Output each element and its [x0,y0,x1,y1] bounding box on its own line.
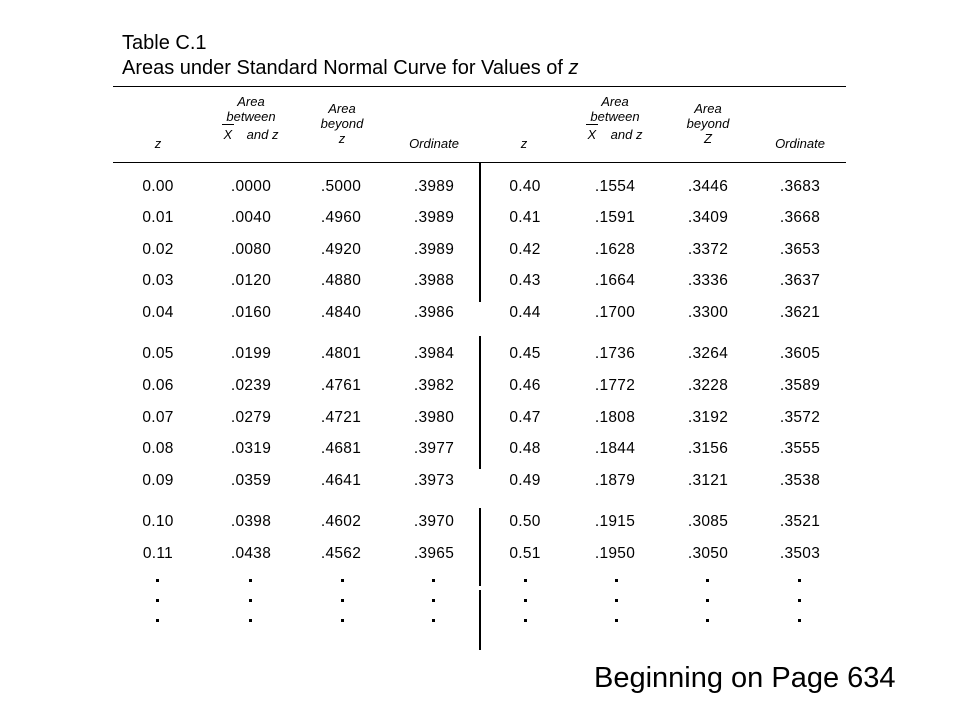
table-row [0,408,960,432]
cell-ordinate: .3973 [413,472,455,489]
cell-area-beyond: .4721 [320,409,362,426]
cell-area-beyond: .3192 [687,409,729,426]
header-area-between-left [209,94,293,142]
cell-z: 0.44 [509,304,541,321]
header-line: Area [237,94,265,109]
cell-area-between: .0000 [230,178,272,195]
cell-area-beyond: .3228 [687,377,729,394]
cell-area-between: .0359 [230,472,272,489]
cell-ordinate: .3503 [779,545,821,562]
table-row [0,303,960,327]
ellipsis-dot [432,619,435,622]
cell-area-between: .1700 [594,304,636,321]
cell-ordinate: .3989 [413,209,455,226]
ellipsis-dot [432,579,435,582]
column-divider [479,590,481,650]
header-line: between [590,109,640,124]
header-line: beyond [320,116,364,131]
cell-area-between: .0040 [230,209,272,226]
top-rule [113,86,846,87]
ellipsis-dot [798,599,801,602]
cell-area-beyond: .3336 [687,272,729,289]
header-area-between-right [573,94,657,142]
cell-area-beyond: .3121 [687,472,729,489]
ellipsis-dot [341,579,344,582]
header-text: and z [610,127,643,142]
ellipsis-dot [615,599,618,602]
cell-area-beyond: .3300 [687,304,729,321]
cell-area-beyond: .4641 [320,472,362,489]
cell-area-between: .1950 [594,545,636,562]
cell-area-between: .0319 [230,440,272,457]
cell-area-between: .0160 [230,304,272,321]
cell-ordinate: .3986 [413,304,455,321]
cell-z: 0.45 [509,345,541,362]
cell-ordinate: .3683 [779,178,821,195]
header-area-beyond-left [306,101,378,146]
cell-area-beyond: .4681 [320,440,362,457]
cell-z: 0.43 [509,272,541,289]
cell-area-between: .0120 [230,272,272,289]
cell-area-between: .1554 [594,178,636,195]
cell-ordinate: .3982 [413,377,455,394]
caption-text: Areas under Standard Normal Curve for Values of [122,57,569,79]
cell-z: 0.50 [509,513,541,530]
ellipsis-dot [615,579,618,582]
cell-ordinate: .3605 [779,345,821,362]
header-ordinate-right: Ordinate [775,136,825,151]
x-bar-symbol: X [588,124,597,142]
cell-area-between: .1772 [594,377,636,394]
cell-ordinate: .3668 [779,209,821,226]
header-line: Area [601,94,629,109]
cell-ordinate: .3988 [413,272,455,289]
cell-z: 0.09 [142,472,174,489]
cell-area-between: .1664 [594,272,636,289]
cell-z: 0.04 [142,304,174,321]
cell-z: 0.49 [509,472,541,489]
cell-area-beyond: .3085 [687,513,729,530]
cell-area-between: .0199 [230,345,272,362]
cell-area-beyond: .3372 [687,241,729,258]
cell-ordinate: .3965 [413,545,455,562]
cell-area-between: .1844 [594,440,636,457]
cell-z: 0.05 [142,345,174,362]
header-z-right: z [520,136,528,151]
cell-area-beyond: .3050 [687,545,729,562]
cell-ordinate: .3538 [779,472,821,489]
ellipsis-dot [249,599,252,602]
cell-z: 0.02 [142,241,174,258]
header-line [209,124,293,142]
cell-z: 0.47 [509,409,541,426]
header-line: Z [704,131,712,146]
ellipsis-dot [156,619,159,622]
table-row [0,344,960,368]
ellipsis-dot [706,579,709,582]
ellipsis-dot [249,619,252,622]
table-row [0,544,960,568]
header-line: Area [328,101,356,116]
cell-area-beyond: .3156 [687,440,729,457]
cell-z: 0.03 [142,272,174,289]
cell-ordinate: .3977 [413,440,455,457]
cell-ordinate: .3653 [779,241,821,258]
cell-area-beyond: .4801 [320,345,362,362]
cell-area-beyond: .4840 [320,304,362,321]
cell-z: 0.01 [142,209,174,226]
cell-z: 0.41 [509,209,541,226]
header-ordinate-left: Ordinate [409,136,459,151]
ellipsis-dot [615,619,618,622]
table-row [0,271,960,295]
ellipsis-dot [432,599,435,602]
cell-area-between: .1591 [594,209,636,226]
cell-z: 0.42 [509,241,541,258]
cell-ordinate: .3572 [779,409,821,426]
cell-area-beyond: .4960 [320,209,362,226]
caption-variable: z [568,57,579,79]
cell-area-beyond: .3409 [687,209,729,226]
header-line: beyond [686,116,730,131]
header-text: and z [246,127,279,142]
cell-area-between: .1915 [594,513,636,530]
x-bar-symbol: X [224,124,233,142]
cell-area-between: .0239 [230,377,272,394]
table-row [0,240,960,264]
cell-area-beyond: .4602 [320,513,362,530]
cell-area-between: .0438 [230,545,272,562]
cell-z: 0.06 [142,377,174,394]
ellipsis-dot [524,599,527,602]
header-line [573,124,657,142]
header-line: between [226,109,276,124]
cell-area-beyond: .3264 [687,345,729,362]
ellipsis-dot [706,599,709,602]
table-row [0,177,960,201]
table-row [0,471,960,495]
ellipsis-dot [341,619,344,622]
cell-ordinate: .3989 [413,178,455,195]
ellipsis-dot [156,599,159,602]
cell-area-between: .0279 [230,409,272,426]
cell-ordinate: .3984 [413,345,455,362]
cell-ordinate: .3521 [779,513,821,530]
cell-ordinate: .3555 [779,440,821,457]
cell-z: 0.51 [509,545,541,562]
header-line: Area [694,101,722,116]
cell-z: 0.48 [509,440,541,457]
table-row [0,512,960,536]
ellipsis-dot [524,619,527,622]
ellipsis-dot [706,619,709,622]
ellipsis-dot [798,579,801,582]
cell-area-beyond: .5000 [320,178,362,195]
page-reference-caption: Beginning on Page 634 [594,662,896,694]
cell-area-beyond: .4761 [320,377,362,394]
cell-area-between: .1628 [594,241,636,258]
header-z-left: z [154,136,162,151]
cell-z: 0.11 [142,545,174,562]
cell-area-beyond: .3446 [687,178,729,195]
cell-ordinate: .3970 [413,513,455,530]
cell-area-beyond: .4562 [320,545,362,562]
cell-z: 0.07 [142,409,174,426]
cell-area-beyond: .4880 [320,272,362,289]
table-number: Table C.1 [122,32,207,54]
table-row [0,376,960,400]
cell-ordinate: .3621 [779,304,821,321]
cell-area-beyond: .4920 [320,241,362,258]
table-row [0,208,960,232]
table-caption [122,57,579,79]
cell-z: 0.00 [142,178,174,195]
header-line: z [338,131,346,146]
cell-area-between: .1808 [594,409,636,426]
header-area-beyond-right [672,101,744,146]
cell-ordinate: .3980 [413,409,455,426]
cell-ordinate: .3989 [413,241,455,258]
ellipsis-dot [341,599,344,602]
ellipsis-dot [249,579,252,582]
cell-z: 0.46 [509,377,541,394]
cell-ordinate: .3589 [779,377,821,394]
ellipsis-dot [798,619,801,622]
ellipsis-dot [524,579,527,582]
cell-z: 0.10 [142,513,174,530]
table-row [0,439,960,463]
cell-area-between: .1736 [594,345,636,362]
cell-z: 0.08 [142,440,174,457]
cell-area-between: .1879 [594,472,636,489]
cell-z: 0.40 [509,178,541,195]
cell-area-between: .0080 [230,241,272,258]
ellipsis-dot [156,579,159,582]
cell-ordinate: .3637 [779,272,821,289]
cell-area-between: .0398 [230,513,272,530]
